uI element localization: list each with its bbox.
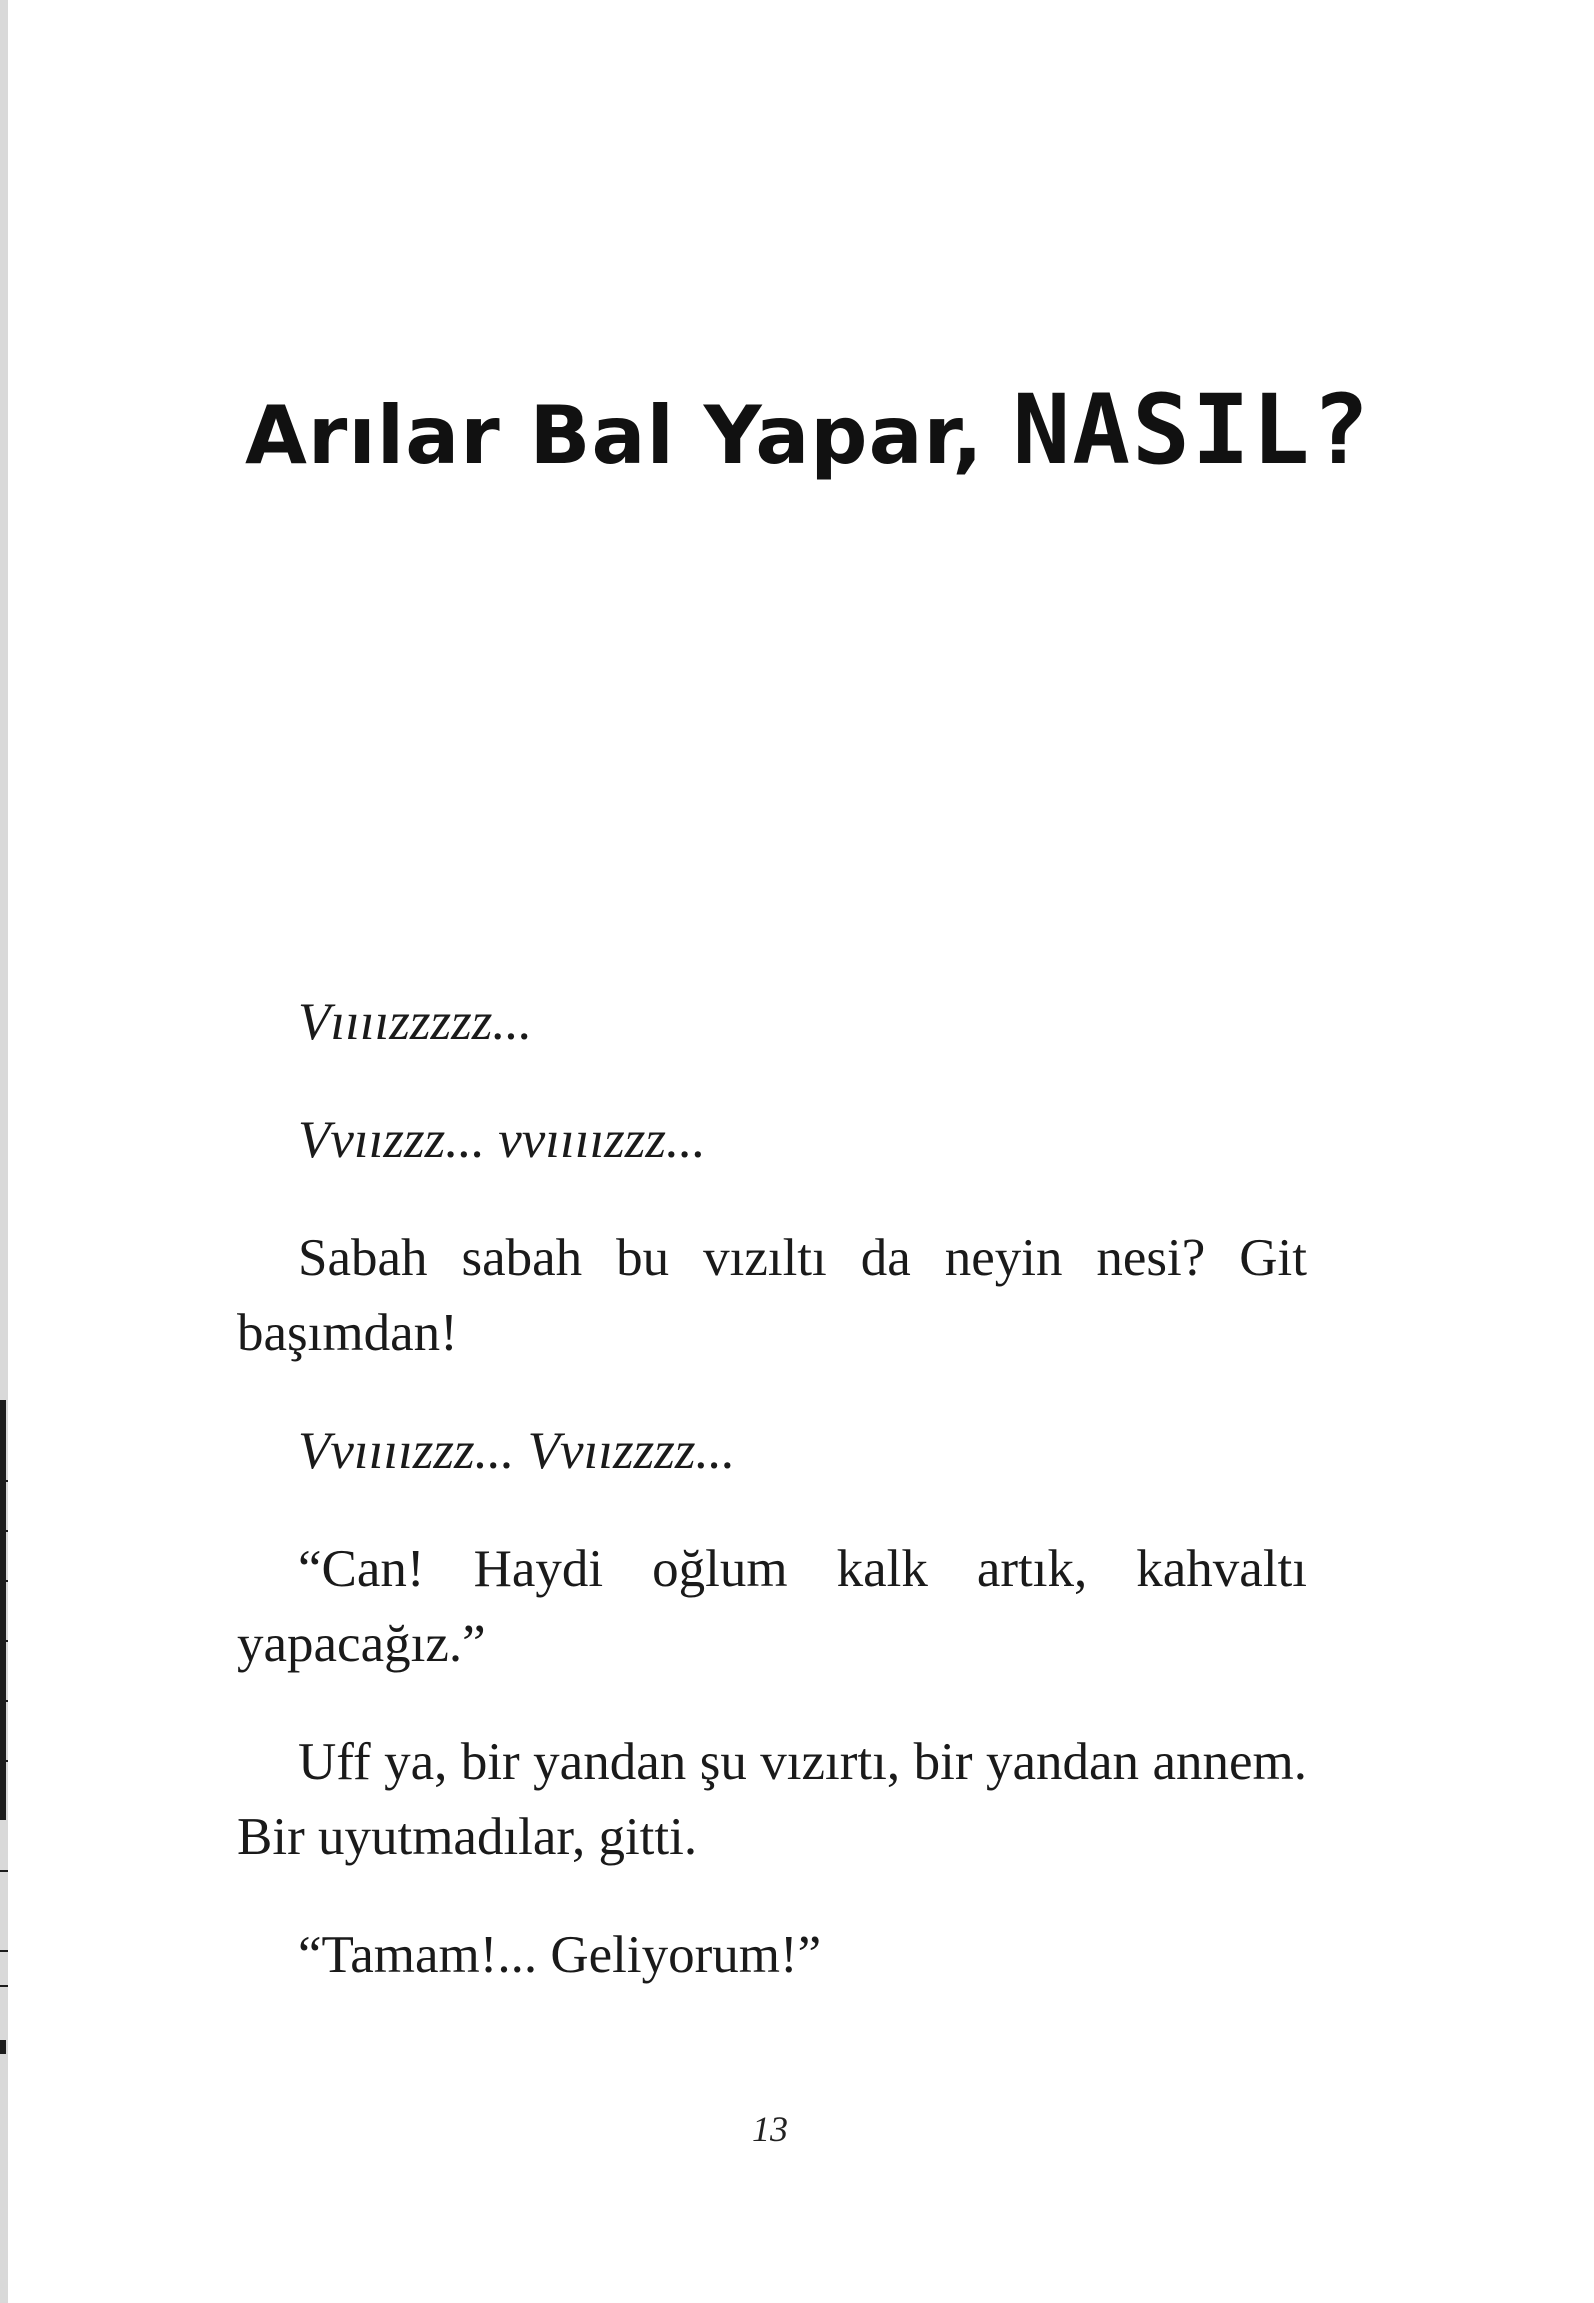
binding-tick xyxy=(0,1760,8,1762)
binding-tick xyxy=(0,2040,6,2054)
page-number: 13 xyxy=(752,2109,788,2149)
paragraph: Vvıızzz... vvıııızzz... xyxy=(298,1111,706,1169)
binding-tick xyxy=(0,1580,8,1582)
binding-tick xyxy=(0,1870,8,1872)
binding-tick xyxy=(0,1985,8,1987)
binding-tick xyxy=(0,1530,8,1532)
binding-tick xyxy=(0,1950,8,1952)
binding-tick xyxy=(0,1480,8,1482)
paragraph: Vvıııızzz... Vvıızzzz... xyxy=(298,1422,736,1480)
chapter-title-emphasis: NASIL? xyxy=(1012,373,1372,486)
paragraph: Vıııızzzzz... xyxy=(298,993,533,1051)
page-edge-shadow xyxy=(0,0,8,2303)
binding-mark xyxy=(0,1400,6,1820)
chapter-body xyxy=(237,985,1307,2036)
paragraph: Sabah sabah bu vızıltı da neyin nesi? Git başımdan! xyxy=(237,1229,1307,1362)
chapter-title xyxy=(245,373,1372,486)
paragraph: Uff ya, bir yandan şu vızırtı, bir yandan annem. Bir uyutmadılar, gitti. xyxy=(237,1733,1307,1866)
binding-tick xyxy=(0,1640,8,1642)
binding-tick xyxy=(0,1700,8,1702)
paragraph: “Can! Haydi oğlum kalk artık, kahvaltı yapacağız.” xyxy=(237,1540,1307,1673)
paragraph: “Tamam!... Geliyorum!” xyxy=(298,1926,822,1984)
chapter-title-main: Arılar Bal Yapar, xyxy=(245,388,1013,482)
